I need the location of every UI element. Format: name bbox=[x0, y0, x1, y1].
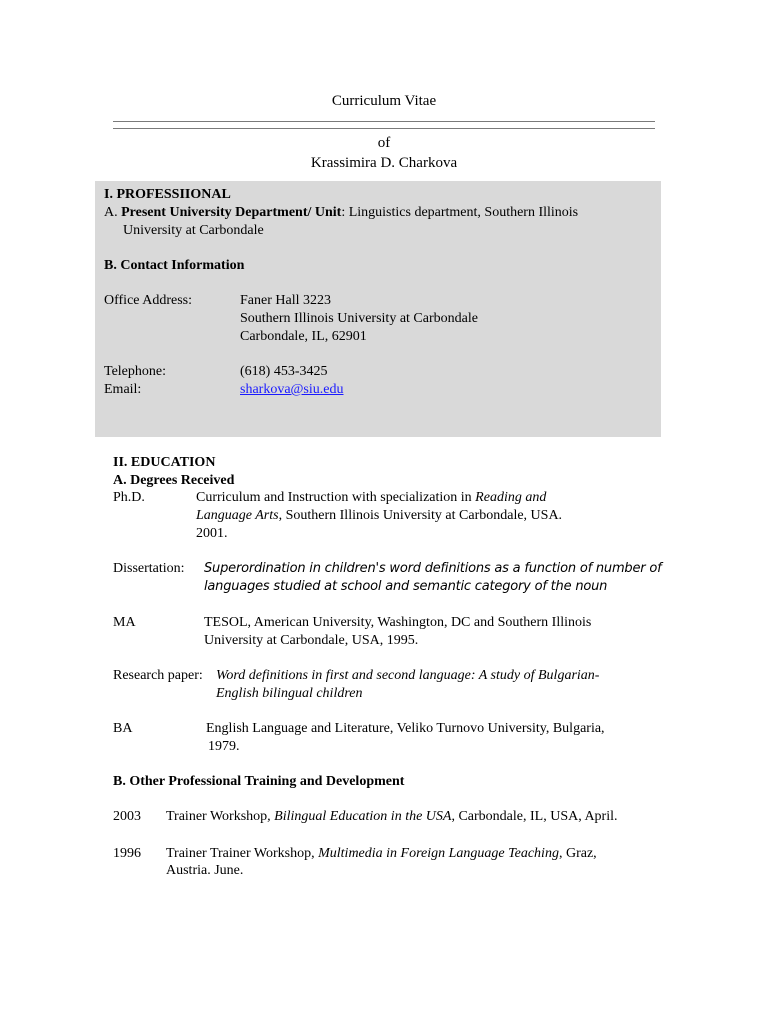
department-line-2: University at Carbondale bbox=[123, 223, 264, 238]
training-item-1996-line-2: Austria. June. bbox=[166, 863, 244, 878]
phd-line-2: Language Arts, Southern Illinois University at Carbondale, USA. bbox=[196, 508, 563, 523]
office-line-3: Carbondale, IL, 62901 bbox=[240, 329, 367, 344]
dissertation-line-1: Superordination in children's word definitions as a function of number of bbox=[204, 561, 662, 576]
professional-heading: I. PROFESSIIONAL bbox=[104, 187, 231, 202]
ba-label: BA bbox=[113, 721, 133, 736]
office-line-2: Southern Illinois University at Carbondale bbox=[240, 311, 478, 326]
telephone-label: Telephone: bbox=[104, 364, 166, 379]
education-heading: II. EDUCATION bbox=[113, 455, 216, 470]
document-name: Krassimira D. Charkova bbox=[310, 155, 458, 171]
email-label: Email: bbox=[104, 382, 142, 397]
phd-line-3: 2001. bbox=[196, 526, 228, 541]
ma-line-2: University at Carbondale, USA, 1995. bbox=[204, 633, 419, 648]
email-link[interactable]: sharkova@siu.edu bbox=[240, 382, 344, 397]
training-item-2003: Trainer Workshop, Bilingual Education in the USA, Carbondale, IL, USA, April. bbox=[166, 809, 618, 824]
training-year-2003: 2003 bbox=[113, 809, 141, 824]
ba-line-1: English Language and Literature, Veliko Turnovo University, Bulgaria, bbox=[206, 721, 605, 736]
training-heading: B. Other Professional Training and Development bbox=[113, 774, 405, 789]
training-year-1996: 1996 bbox=[113, 846, 141, 861]
contact-heading: B. Contact Information bbox=[104, 258, 245, 273]
office-line-1: Faner Hall 3223 bbox=[240, 293, 331, 308]
phd-line-1: Curriculum and Instruction with specialization in Reading and bbox=[196, 490, 547, 505]
ma-label: MA bbox=[113, 615, 136, 630]
training-item-1996: Trainer Trainer Workshop, Multimedia in Foreign Language Teaching, Graz, bbox=[166, 846, 597, 861]
title-rule-top bbox=[113, 121, 655, 122]
telephone-value: (618) 453-3425 bbox=[240, 364, 328, 379]
research-line-2: English bilingual children bbox=[216, 686, 363, 701]
research-line-1: Word definitions in first and second language: A study of Bulgarian- bbox=[216, 668, 600, 683]
office-label: Office Address: bbox=[104, 293, 192, 308]
degrees-heading: A. Degrees Received bbox=[113, 473, 235, 488]
ma-line-1: TESOL, American University, Washington, DC and Southern Illinois bbox=[204, 615, 592, 630]
department-line: A. Present University Department/ Unit: Linguistics department, Southern Illinois bbox=[104, 205, 579, 220]
title-rule-bottom bbox=[113, 128, 655, 129]
document-of: of bbox=[377, 135, 391, 151]
phd-label: Ph.D. bbox=[113, 490, 145, 505]
dissertation-line-2: languages studied at school and semantic category of the noun bbox=[204, 579, 608, 594]
ba-line-2: 1979. bbox=[208, 739, 240, 754]
research-label: Research paper: bbox=[113, 668, 203, 683]
dissertation-label: Dissertation: bbox=[113, 561, 185, 576]
document-title: Curriculum Vitae bbox=[331, 93, 437, 109]
